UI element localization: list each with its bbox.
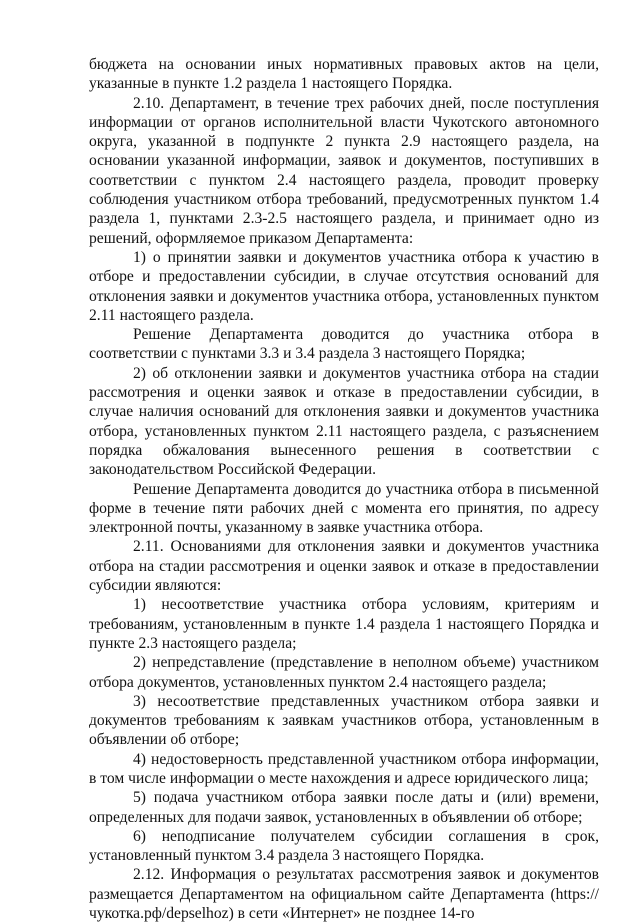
paragraph-decision-1: 1) о принятии заявки и документов участника отбора к участию в отборе и предоставлении субсидии, в случае отсутствия оснований для отклонения заявки и документов участника отбора, установленных пунктом 2.11 настоящего раздела. [89, 248, 599, 324]
document-page [89, 55, 599, 923]
paragraph-decision-2: 2) об отклонении заявки и документов участника отбора на стадии рассмотрения и оценки заявок и отказе в предоставлении субсидии, в случае наличия оснований для отклонения заявки и документов участника отбора, установленных пунктом 2.11 настоящего раздела, с разъяснением порядка обжалования вынесенного решения в соответствии с законодательством Российской Федерации. [89, 364, 599, 479]
paragraph-ground-3: 3) несоответствие представленных участником отбора заявки и документов требованиям к заявкам участников отбора, установленным в объявлении об отборе; [89, 692, 599, 749]
paragraph-ground-2: 2) непредставление (представление в неполном объеме) участником отбора документов, установленных пунктом 2.4 настоящего раздела; [89, 654, 599, 691]
paragraph-budget-continuation: бюджета на основании иных нормативных правовых актов на цели, указанные в пункте 1.2 раздела 1 настоящего Порядка. [89, 56, 599, 93]
paragraph-2-12: 2.12. Информация о результатах рассмотрения заявок и документов размещается Департаментом на официальном сайте Департамента (https://чукотка.рф/depselhoz) в сети «Интернет» не позднее 14-го [89, 866, 599, 923]
paragraph-ground-6: 6) неподписание получателем субсидии соглашения в срок, установленный пунктом 3.4 раздела 3 настоящего Порядка. [89, 827, 599, 865]
paragraph-ground-1: 1) несоответствие участника отбора условиям, критериям и требованиям, установленным в пункте 1.4 раздела 1 настоящего Порядка и пункте 2.3 настоящего раздела; [89, 596, 599, 652]
paragraph-ground-5: 5) подача участником отбора заявки после даты и (или) времени, определенных для подачи заявок, установленных в объявлении об отборе; [89, 789, 599, 826]
paragraph-decision-2-notice: Решение Департамента доводится до участника отбора в письменной форме в течение пяти рабочих дней с момента его принятия, по адресу электронной почты, указанному в заявке участника отбора. [89, 480, 599, 537]
paragraph-decision-1-notice: Решение Департамента доводится до участника отбора в соответствии с пунктами 3.3 и 3.4 раздела 3 настоящего Порядка; [89, 326, 599, 363]
paragraph-2-10: 2.10. Департамент, в течение трех рабочих дней, после поступления информации от органов исполнительной власти Чукотского автономного округа, указанной в подпункте 2 пункта 2.9 настоящего раздела, на основании указанной информации, заявок и документов, поступивших в соответствии с пунктом 2.4 настоящего раздела, проводит проверку соблюдения участником отбора требований, предусмотренных пунктом 1.4 раздела 1, пунктами 2.3-2.5 настоящего раздела, и принимает одно из решений, оформляемое приказом Департамента: [89, 94, 599, 247]
paragraph-ground-4: 4) недостоверность представленной участником отбора информации, в том числе информации о месте нахождения и адресе юридического лица; [89, 750, 599, 787]
paragraph-2-11: 2.11. Основаниями для отклонения заявки и документов участника отбора на стадии рассмотрения и оценки заявок и отказе в предоставлении субсидии являются: [89, 538, 599, 595]
